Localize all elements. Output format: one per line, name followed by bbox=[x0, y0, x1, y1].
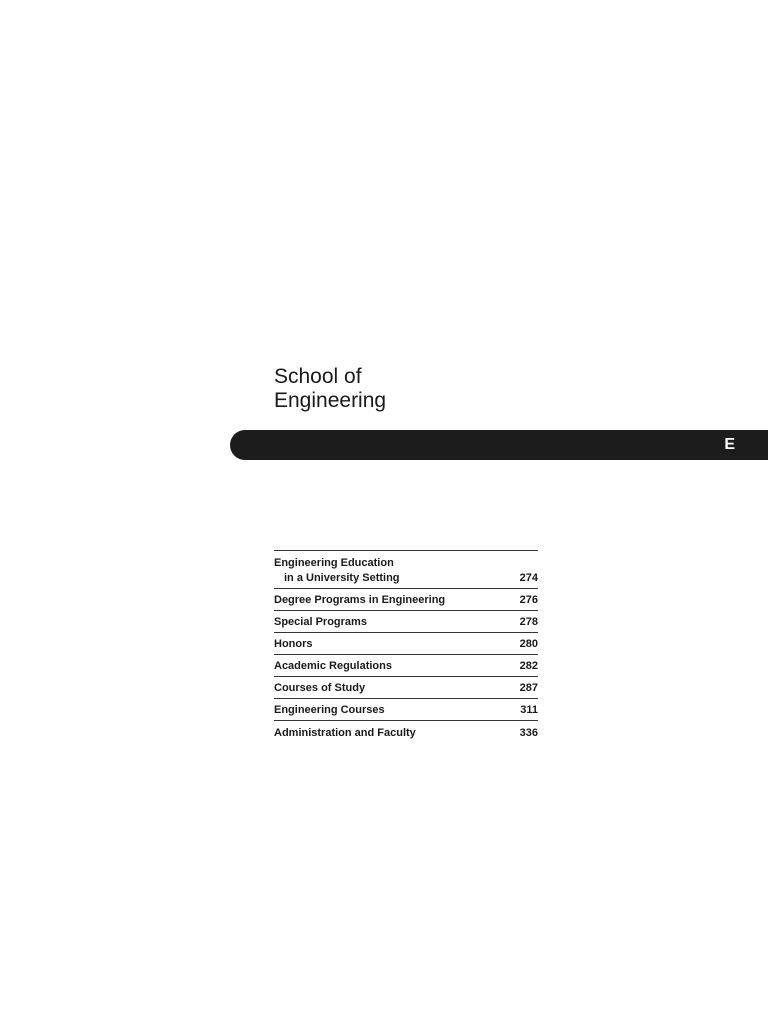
toc-item-page: 276 bbox=[519, 594, 538, 606]
toc-item-academic-regulations[interactable] bbox=[274, 655, 538, 677]
toc-item-page: 287 bbox=[519, 682, 538, 694]
toc-item-degree-programs[interactable] bbox=[274, 589, 538, 611]
page-title bbox=[274, 365, 386, 413]
toc-item-label bbox=[274, 556, 400, 586]
toc-item-page: 280 bbox=[519, 638, 538, 650]
toc-item-engineering-courses[interactable] bbox=[274, 699, 538, 721]
toc-item-page: 336 bbox=[519, 727, 538, 739]
toc-item-special-programs[interactable] bbox=[274, 611, 538, 633]
toc-item-label: Academic Regulations bbox=[274, 660, 392, 672]
page-title-line-2: Engineering bbox=[274, 389, 387, 412]
toc-item-label-line-1: Engineering Education bbox=[274, 557, 394, 569]
toc-item-label: Honors bbox=[274, 638, 313, 650]
toc-item-label-line-2: in a University Setting bbox=[284, 572, 400, 584]
toc-item-engineering-education[interactable] bbox=[274, 551, 538, 589]
toc-item-label: Special Programs bbox=[274, 616, 367, 628]
table-of-contents bbox=[274, 550, 538, 743]
page-title-line-1: School of bbox=[274, 365, 362, 388]
toc-item-page: 278 bbox=[519, 616, 538, 628]
toc-item-label: Courses of Study bbox=[274, 682, 366, 694]
toc-item-label: Administration and Faculty bbox=[274, 727, 416, 739]
toc-item-page: 282 bbox=[519, 660, 538, 672]
toc-item-administration-and-faculty[interactable] bbox=[274, 721, 538, 743]
toc-item-label: Engineering Courses bbox=[274, 704, 385, 716]
toc-item-page: 311 bbox=[520, 704, 538, 716]
toc-item-honors[interactable] bbox=[274, 633, 538, 655]
toc-item-page: 274 bbox=[519, 572, 538, 584]
toc-item-courses-of-study[interactable] bbox=[274, 677, 538, 699]
toc-item-label: Degree Programs in Engineering bbox=[274, 594, 446, 606]
section-tab-letter: E bbox=[724, 436, 735, 453]
section-tab-bar bbox=[230, 430, 768, 460]
